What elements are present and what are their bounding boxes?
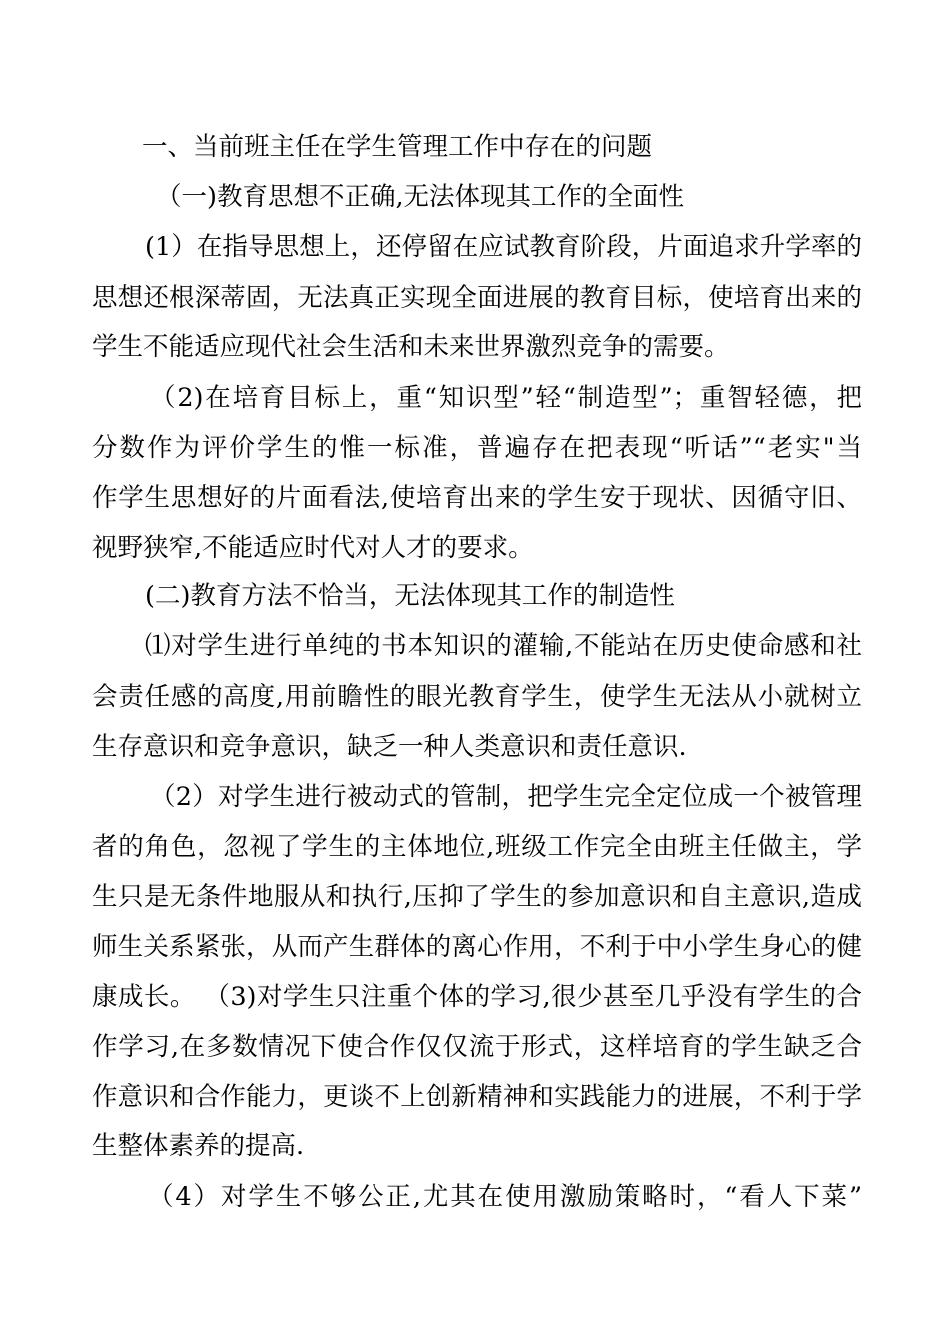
paragraph-line: ⑴对学生进行单纯的书本知识的灌输,不能站在历史使命感和社 xyxy=(145,631,862,661)
subsection-heading-2: (二)教育方法不恰当，无法体现其工作的制造性 xyxy=(145,581,675,611)
paragraph-line: 思想还根深蒂固，无法真正实现全面进展的教育目标，使培育出来的 xyxy=(92,283,862,313)
paragraph-line: （4）对学生不够公正,尤其在使用激励策略时，“看人下菜” xyxy=(148,1182,862,1212)
paragraph-line: 分数作为评价学生的惟一标准，普遍存在把表现“听话”“老实"当 xyxy=(92,433,862,463)
paragraph-line: （2)在培育目标上，重“知识型”轻“制造型”；重智轻德，把 xyxy=(150,383,862,413)
paragraph-line: 康成长。 （3)对学生只注重个体的学习,很少甚至几乎没有学生的合 xyxy=(92,982,862,1012)
paragraph-line: 生存意识和竞争意识，缺乏一种人类意识和责任意识. xyxy=(92,732,687,762)
section-heading-1: 一、当前班主任在学生管理工作中存在的问题 xyxy=(142,132,653,162)
subsection-heading-1: （一)教育思想不正确,无法体现其工作的全面性 xyxy=(156,182,685,212)
paragraph-line: 者的角色，忽视了学生的主体地位,班级工作完全由班主任做主，学 xyxy=(92,832,862,862)
paragraph-line: 生整体素养的提高. xyxy=(92,1131,305,1161)
paragraph-line: 学生不能适应现代社会生活和未来世界激烈竞争的需要。 xyxy=(92,332,730,362)
paragraph-line: 生只是无条件地服从和执行,压抑了学生的参加意识和自主意识,造成 xyxy=(92,882,862,912)
paragraph-line: （2）对学生进行被动式的管制，把学生完全定位成一个被管理 xyxy=(150,782,862,812)
paragraph-line: 师生关系紧张，从而产生群体的离心作用，不利于中小学生身心的健 xyxy=(92,932,862,962)
paragraph-line: 会责任感的高度,用前瞻性的眼光教育学生，使学生无法从小就树立 xyxy=(92,682,862,712)
paragraph-line: (1）在指导思想上，还停留在应试教育阶段，片面追求升学率的 xyxy=(145,232,862,262)
paragraph-line: 视野狭窄,不能适应时代对人才的要求。 xyxy=(92,533,534,563)
paragraph-line: 作学习,在多数情况下使合作仅仅流于形式，这样培育的学生缺乏合 xyxy=(92,1032,862,1062)
paragraph-line: 作学生思想好的片面看法,使培育出来的学生安于现状、因循守旧、 xyxy=(92,483,862,513)
paragraph-line: 作意识和合作能力，更谈不上创新精神和实践能力的进展，不利于学 xyxy=(92,1082,862,1112)
